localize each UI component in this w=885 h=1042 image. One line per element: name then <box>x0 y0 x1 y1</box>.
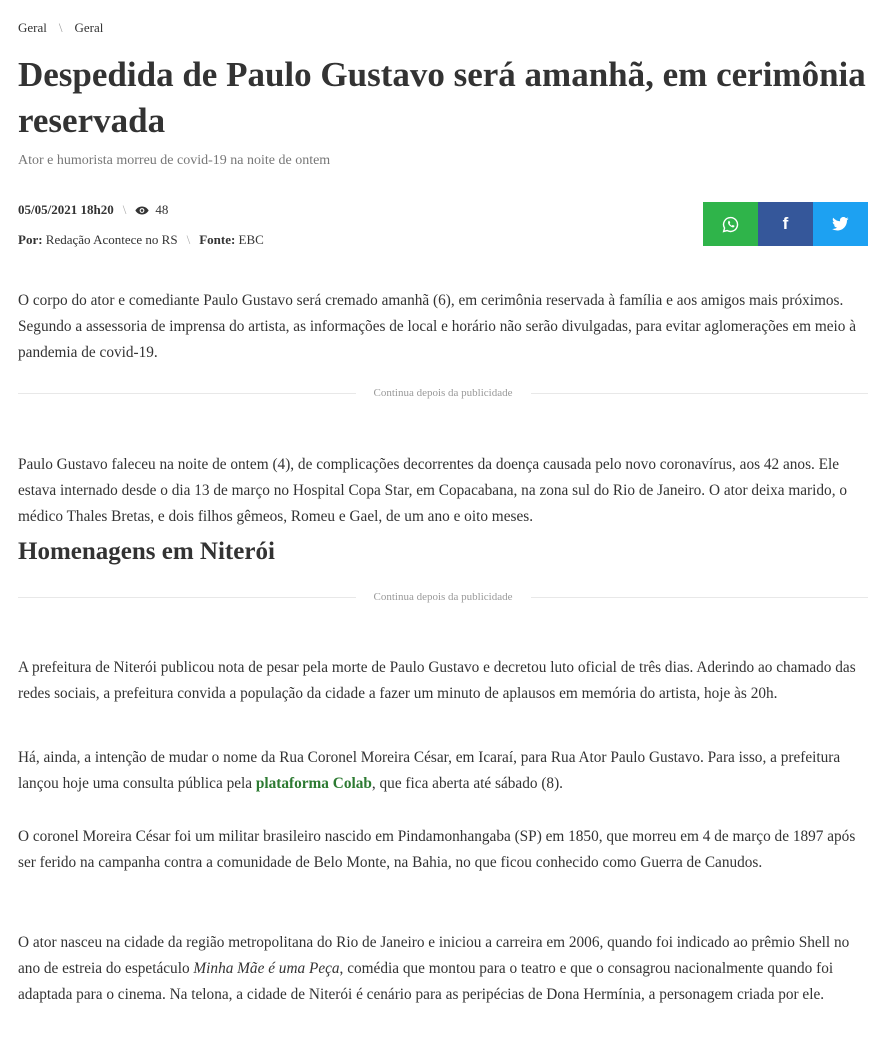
twitter-icon <box>832 217 849 231</box>
ad-notice-2: Continua depois da publicidade <box>373 591 513 603</box>
breadcrumb-item-geral-2[interactable]: Geral <box>74 20 104 35</box>
article-paragraph-6 <box>18 930 868 1008</box>
section-heading-homenagens: Homenagens em Niterói <box>18 538 275 565</box>
article-paragraph-4 <box>18 745 868 797</box>
paragraph-4-text-before: Há, ainda, a intenção de mudar o nome da Rua Coronel Moreira César, em Icaraí, para Rua Ator Paulo Gustavo. Para isso, a prefeitura lançou hoje uma consulta pública pela <box>18 749 841 792</box>
article-meta-date-views <box>18 202 168 218</box>
divider-line <box>18 393 356 394</box>
paragraph-4-text-after: , que fica aberta até sábado (8). <box>371 775 563 792</box>
article-meta-author-source <box>18 232 264 248</box>
source-name: EBC <box>238 232 264 247</box>
divider-line <box>531 393 869 394</box>
article-date: 05/05/2021 18h20 <box>18 202 114 217</box>
breadcrumb-separator: \ <box>58 20 63 35</box>
view-count: 48 <box>155 202 169 217</box>
breadcrumb-item-geral[interactable]: Geral <box>18 20 47 35</box>
colab-platform-link[interactable]: plataforma Colab <box>255 775 372 792</box>
article-paragraph-2: Paulo Gustavo faleceu na noite de ontem (4), de complicações decorrentes da doença causada pelo novo coronavírus, aos 42 anos. Ele estava internado desde o dia 13 de março no Hospital Copa Star, em Copacabana, na zona sul do Rio de Janeiro. O ator deixa marido, o médico Thales Bretas, e dois filhos gêmeos, Romeu e Gael, de um ano e oito meses. <box>18 456 847 525</box>
eye-icon <box>135 206 149 215</box>
breadcrumb <box>18 20 103 36</box>
paragraph-6-text-after: , comédia que montou para o teatro e que o consagrou nacionalmente quando foi adaptada para o cinema. Na telona, a cidade de Niterói é cenário para as peripécias de Dona Hermínia, a personagem criada por ele. <box>18 960 834 1003</box>
divider-line <box>18 597 356 598</box>
paragraph-6-text-before: O ator nasceu na cidade da região metropolitana do Rio de Janeiro e iniciou a carreira em 2006, quando foi indicado ao prêmio Shell no ano de estreia do espetáculo <box>18 934 850 977</box>
share-facebook-button[interactable] <box>758 202 813 246</box>
article-paragraph-3: A prefeitura de Niterói publicou nota de pesar pela morte de Paulo Gustavo e decretou luto oficial de três dias. Aderindo ao chamado das redes sociais, a prefeitura convida a população da cidade a fazer um minuto de aplausos em memória do artista, hoje às 20h. <box>18 659 856 702</box>
meta-separator-2: \ <box>186 232 191 247</box>
share-whatsapp-button[interactable] <box>703 202 758 246</box>
whatsapp-icon <box>722 216 739 233</box>
article-paragraph-1: O corpo do ator e comediante Paulo Gustavo será cremado amanhã (6), em cerimônia reservada à família e aos amigos mais próximos. Segundo a assessoria de imprensa do artista, as informações de local e horário não serão divulgadas, para evitar aglomerações em meio à pandemia de covid-19. <box>18 292 857 361</box>
share-buttons <box>703 202 868 246</box>
author-label: Por: <box>18 232 43 247</box>
ad-notice: Continua depois da publicidade <box>373 387 513 399</box>
facebook-icon: f <box>782 214 789 233</box>
page-title: Despedida de Paulo Gustavo será amanhã, em cerimônia reservada <box>18 55 866 140</box>
play-title: Minha Mãe é uma Peça <box>193 960 340 977</box>
share-twitter-button[interactable] <box>813 202 868 246</box>
divider-line <box>531 597 869 598</box>
source-label: Fonte: <box>199 232 236 247</box>
ad-separator-2 <box>18 590 868 604</box>
meta-separator: \ <box>122 202 127 217</box>
article-paragraph-5: O coronel Moreira César foi um militar brasileiro nascido em Pindamonhangaba (SP) em 1850, que morreu em 4 de março de 1897 após ser ferido na campanha contra a comunidade de Belo Monte, na Bahia, no que ficou conhecido como Guerra de Canudos. <box>18 828 856 871</box>
author-name: Redação Acontece no RS <box>45 232 178 247</box>
ad-separator <box>18 386 868 400</box>
article-subtitle: Ator e humorista morreu de covid-19 na noite de ontem <box>18 153 331 168</box>
